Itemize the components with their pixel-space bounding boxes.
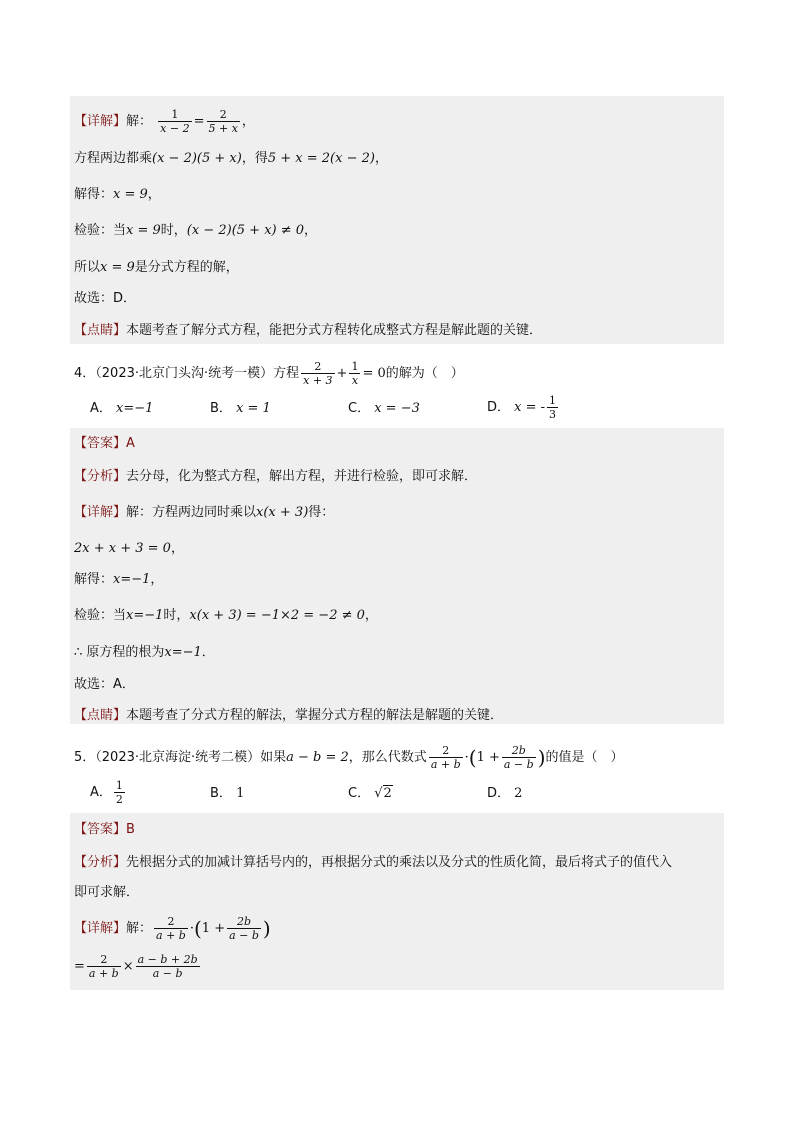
fraction: $\frac{2}{a + b}$ (156, 915, 186, 942)
q3-choice: 故选：D． (74, 291, 137, 306)
comment-label: 【点睛】 (74, 323, 127, 338)
q3-step1: 方程两边都乘(x − 2)(5 + x)，得5 + x = 2(x − 2)， (74, 151, 388, 166)
q4-line1: 2x + x + 3 = 0， (74, 541, 184, 556)
fraction: $\frac{2}{x + 3}$ (303, 360, 333, 387)
q4-option-d[interactable]: D． x = - $\frac{1}{3}$ (487, 394, 557, 421)
q4-line3: 检验：当x=−1时，x(x + 3) = −1×2 = −2 ≠ 0， (74, 608, 378, 623)
fraction: $\frac{2}{5 + x}$ (208, 108, 238, 135)
fraction: $\frac{2b}{a - b}$ (229, 915, 259, 942)
q4-option-a[interactable]: A． x=−1 (90, 401, 154, 416)
q3-comment: 【点睛】本题考查了解分式方程，能把分式方程转化成整式方程是解此题的关键． (74, 323, 543, 338)
q4-stem: 4．（2023·北京门头沟·统考一模）方程 $\frac{2}{x + 3}$ + $\frac{1}{x}$ = 0的解为（ ） (74, 360, 464, 387)
q4-answer: 【答案】A (74, 436, 135, 451)
fraction: $\frac{1}{3}$ (549, 394, 557, 421)
q4-line4: ∴ 原方程的根为x=−1． (74, 645, 215, 660)
fraction: $\frac{2}{a + b}$ (88, 953, 119, 980)
fraction: $\frac{2}{a + b}$ (430, 744, 461, 771)
q5-solution-block (70, 813, 724, 990)
q4-solution-block (70, 428, 724, 724)
q5-option-d[interactable]: D． 2 (487, 786, 523, 801)
q5-detail-2: = $\frac{2}{a + b}$ × $\frac{a - b + 2b}{a - b}$ (74, 953, 198, 980)
fraction: $\frac{1}{x - 2}$ (160, 108, 190, 135)
q4-option-c[interactable]: C． x = −3 (348, 401, 420, 416)
q4-choice: 故选：A． (74, 677, 135, 692)
q5-option-c[interactable]: C． √2 (348, 786, 392, 801)
fraction: $\frac{1}{2}$ (115, 779, 123, 806)
sqrt: √2 (374, 786, 392, 801)
fraction: $\frac{2b}{a - b}$ (503, 744, 534, 771)
q3-step4: 所以x = 9是分式方程的解， (74, 260, 239, 275)
fraction: $\frac{1}{x}$ (351, 360, 359, 387)
detail-label: 【详解】 (74, 114, 127, 129)
q5-stem: 5．（2023·北京海淀·统考二模）如果a − b = 2，那么代数式 $\frac{2}{a + b}$ ·(1 + $\frac{2b}{a - b}$ )的值是（ ） (74, 744, 624, 771)
q5-answer: 【答案】B (74, 822, 135, 837)
q4-option-b[interactable]: B． x = 1 (210, 401, 271, 416)
q4-comment: 【点睛】本题考查了分式方程的解法，掌握分式方程的解法是解题的关键． (74, 708, 504, 723)
q5-option-a[interactable]: A． $\frac{1}{2}$ (90, 779, 123, 806)
fraction: $\frac{a - b + 2b}{a - b}$ (137, 953, 198, 980)
q4-analysis: 【分析】去分母，化为整式方程，解出方程，并进行检验，即可求解． (74, 469, 478, 484)
q3-step3: 检验：当x = 9时，(x − 2)(5 + x) ≠ 0， (74, 223, 318, 238)
q5-analysis-1: 【分析】先根据分式的加减计算括号内的，再根据分式的乘法以及分式的性质化简，最后将式子的值代入 (74, 855, 673, 870)
q4-detail: 【详解】解：方程两边同时乘以x(x + 3)得： (74, 505, 335, 520)
q3-solution-block (70, 96, 724, 344)
q3-detail-line: 【详解】解： $\frac{1}{x - 2}$ = $\frac{2}{5 + x}$ ， (74, 108, 255, 135)
q3-step2: 解得：x = 9， (74, 187, 161, 202)
q4-line2: 解得：x=−1， (74, 572, 164, 587)
q5-analysis-2: 即可求解． (74, 885, 140, 900)
q5-option-b[interactable]: B． 1 (210, 786, 245, 801)
q5-detail-1: 【详解】解： $\frac{2}{a + b}$ ·(1 + $\frac{2b}{a - b}$ ) (74, 915, 271, 942)
